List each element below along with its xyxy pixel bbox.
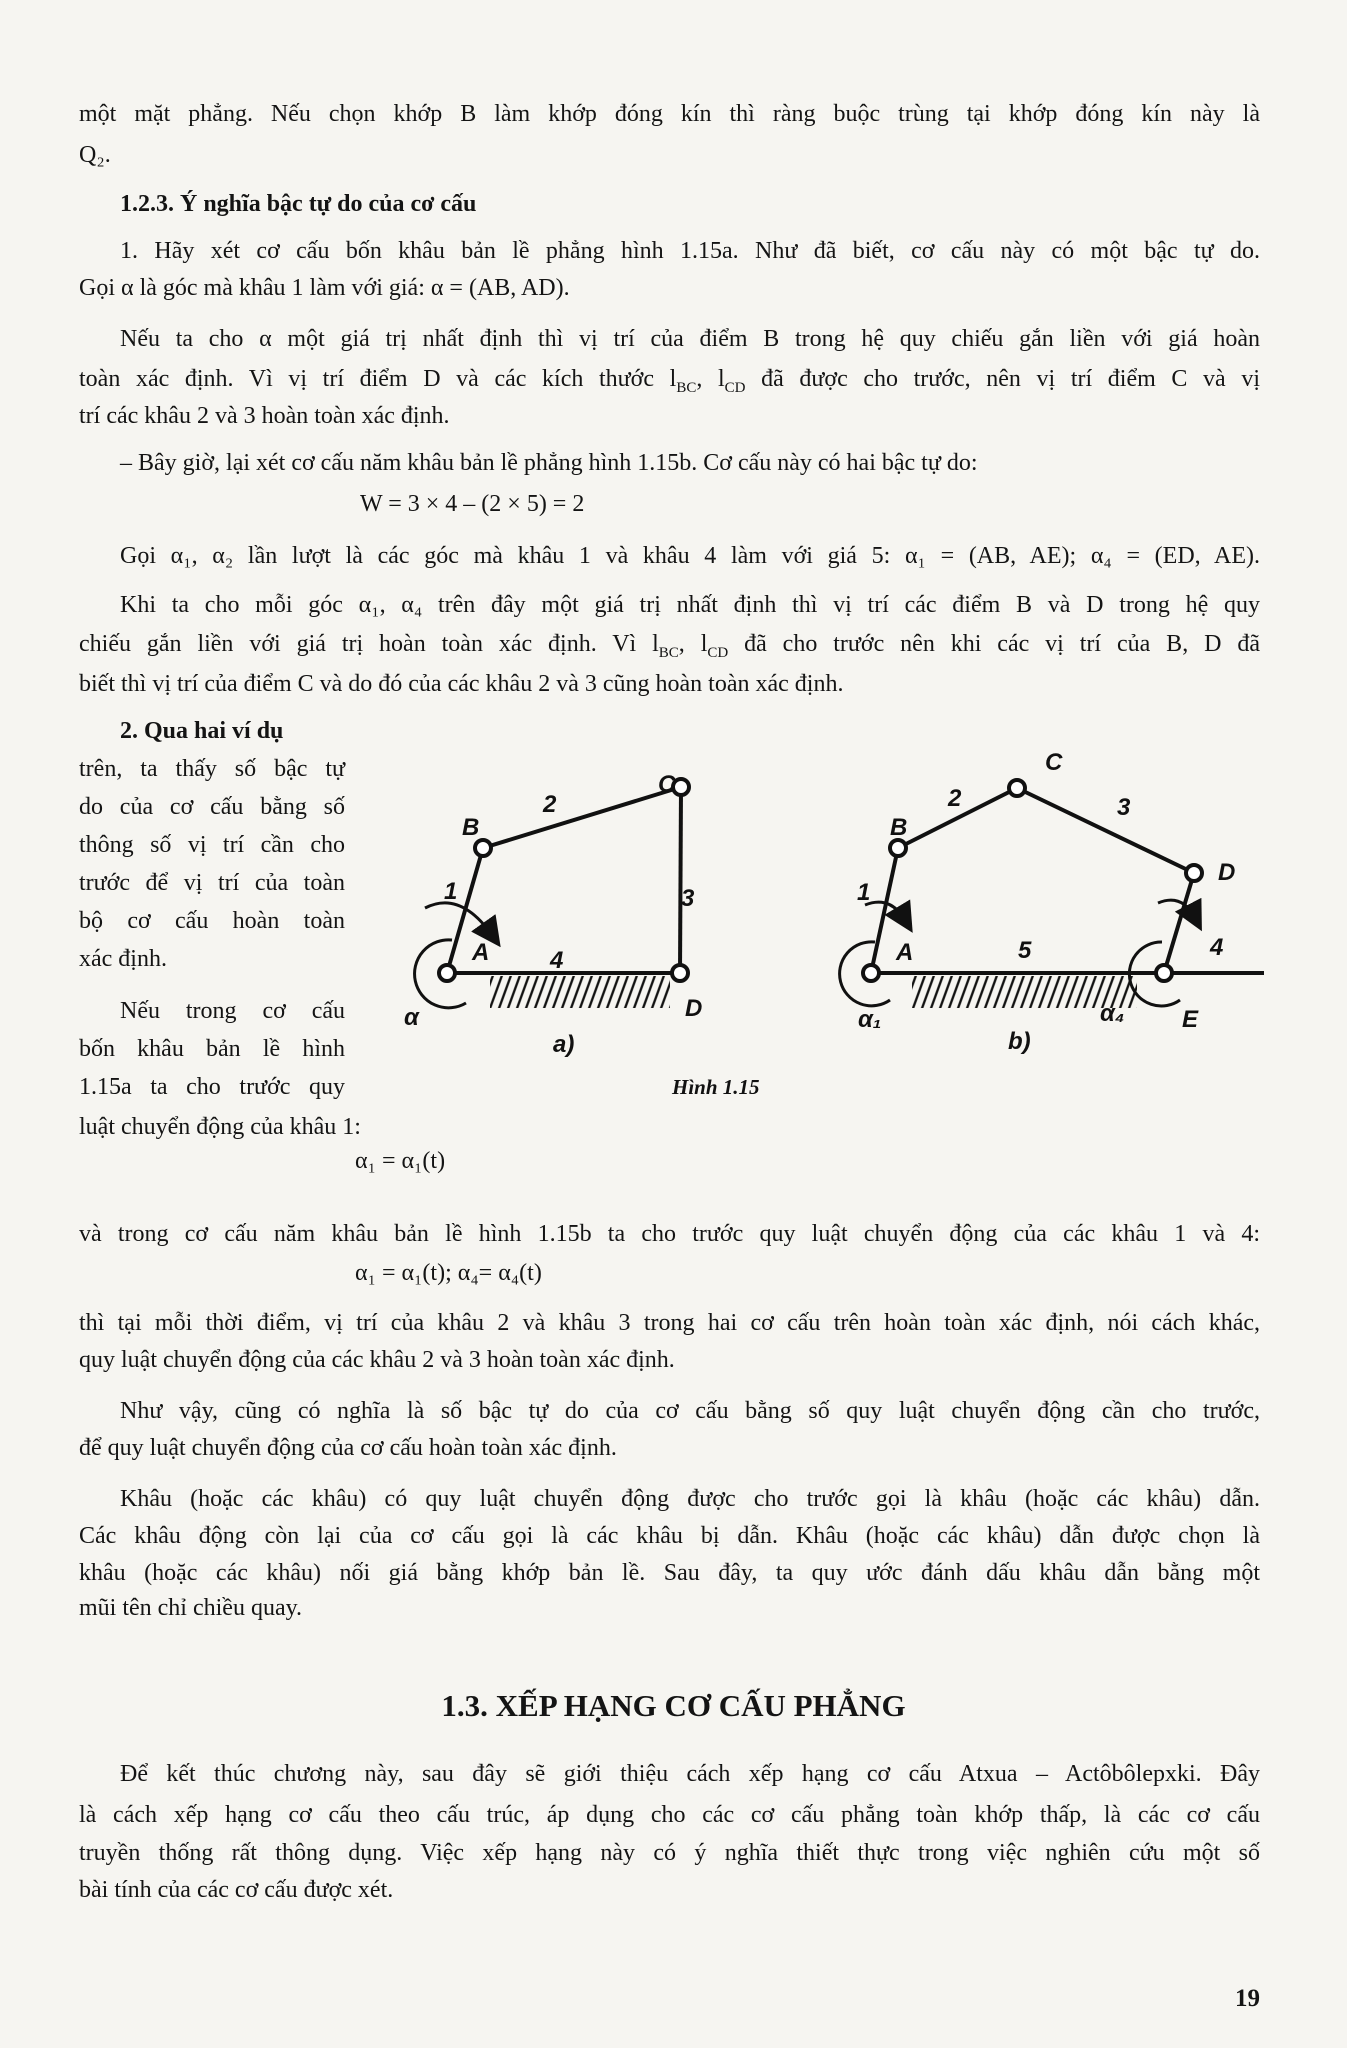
joint-c <box>1009 780 1025 796</box>
label-joint-b: B <box>462 814 480 841</box>
joint-a <box>439 965 455 981</box>
text-line: do của cơ cấu bằng số <box>79 794 345 820</box>
link-3 <box>680 787 681 973</box>
text-line: Như vậy, cũng có nghĩa là số bậc tự do của cơ cấu bằng số quy luật chuyển động cần cho trước, <box>120 1398 1260 1424</box>
label-link-3: 3 <box>1117 794 1131 821</box>
text-line: trí các khâu 2 và 3 hoàn toàn xác định. <box>79 403 450 429</box>
text-line: 1.15a ta cho trước quy <box>79 1074 345 1100</box>
text-line: quy luật chuyển động của các khâu 2 và 3 hoàn toàn xác định. <box>79 1347 675 1373</box>
chapter-heading: 1.3. XẾP HẠNG CƠ CẤU PHẲNG <box>441 1688 906 1723</box>
label-joint-a: A <box>896 939 914 966</box>
section-heading: 1.2.3. Ý nghĩa bậc tự do của cơ cấu <box>120 191 477 217</box>
label-link-2: 2 <box>948 785 962 812</box>
label-joint-d: D <box>685 995 703 1022</box>
joint-b <box>475 840 491 856</box>
link-4 <box>1164 873 1194 973</box>
label-joint-a: A <box>472 939 490 966</box>
label-sub-b: b) <box>1008 1028 1031 1055</box>
label-joint-c: C <box>658 771 676 798</box>
label-link-1: 1 <box>857 879 871 906</box>
text-line: là cách xếp hạng cơ cấu theo cấu trúc, áp dụng cho các cơ cấu phẳng toàn khớp thấp, là các cơ cấu <box>79 1802 1260 1828</box>
label-sub-a: a) <box>553 1031 575 1058</box>
label-link-3: 3 <box>681 885 695 912</box>
mechanism-a-labels <box>404 771 702 1058</box>
text-line: toàn xác định. Vì vị trí điểm D và các kích thước $l_{BC}$, $l_{CD}$ đã được cho trước, nên vị trí điểm C và vị <box>79 366 1260 396</box>
ground-hatch <box>490 976 670 1008</box>
label-joint-e: E <box>1182 1006 1199 1033</box>
label-joint-c: C <box>1045 749 1063 776</box>
text-line: chiếu gắn liền với giá trị hoàn toàn xác định. Vì $l_{BC}$, $l_{CD}$ đã cho trước nên khi các vị trí của B, D đã <box>79 631 1260 661</box>
text-line: trước để vị trí của toàn <box>79 870 345 896</box>
label-alpha: α <box>404 1004 419 1031</box>
label-link-5: 5 <box>1018 937 1032 964</box>
text-line: Gọi α₁, α₂ lần lượt là các góc mà khâu 1 và khâu 4 làm với giá 5: α₁ = (AB, AE); α₄ = (ED, AE). <box>120 543 1260 569</box>
text-line: Khi ta cho mỗi góc α₁, α₄ trên đây một giá trị nhất định thì vị trí các điểm B và D trong hệ quy <box>120 592 1260 618</box>
text-line: Khâu (hoặc các khâu) có quy luật chuyển động được cho trước gọi là khâu (hoặc các khâu) dẫn. <box>120 1486 1260 1512</box>
text-line: – Bây giờ, lại xét cơ cấu năm khâu bản lề phẳng hình 1.15b. Cơ cấu này có hai bậc tự do: <box>120 450 978 476</box>
link-1 <box>871 848 898 973</box>
link-2 <box>483 787 681 848</box>
joint-a <box>863 965 879 981</box>
text-line: biết thì vị trí của điểm C và do đó của các khâu 2 và 3 cũng hoàn toàn xác định. <box>79 671 844 697</box>
text-line: trên, ta thấy số bậc tự <box>79 756 345 782</box>
label-joint-d: D <box>1218 859 1236 886</box>
text-line: truyền thống rất thông dụng. Việc xếp hạng này có ý nghĩa thiết thực trong việc nghiên cứu một số <box>79 1840 1260 1866</box>
joint-d <box>1186 865 1202 881</box>
page-number: 19 <box>1235 1985 1260 2012</box>
formula-alpha1: α₁ = α₁(t) <box>355 1148 446 1174</box>
label-link-4: 4 <box>1210 934 1224 961</box>
label-alpha-1: α₁ <box>858 1006 882 1033</box>
text-line: Q₂. <box>79 142 111 168</box>
label-alpha-4: α₄ <box>1100 1000 1125 1027</box>
text-line: bốn khâu bản lề hình <box>79 1036 345 1062</box>
rotation-arrow-4 <box>1158 900 1195 918</box>
joint-d <box>672 965 688 981</box>
text-line: một mặt phẳng. Nếu chọn khớp B làm khớp đóng kín thì ràng buộc trùng tại khớp đóng kín này là <box>79 101 1260 127</box>
text-line: xác định. <box>79 946 167 972</box>
label-link-2: 2 <box>543 791 557 818</box>
text-line: thì tại mỗi thời điểm, vị trí của khâu 2 và khâu 3 trong hai cơ cấu trên hoàn toàn xác định, nói cách khác, <box>79 1310 1260 1336</box>
link-3 <box>1017 788 1194 873</box>
label-link-4: 4 <box>550 947 564 974</box>
text-line: Để kết thúc chương này, sau đây sẽ giới thiệu cách xếp hạng cơ cấu Atxua – Actôbôlepxki. Đây <box>120 1761 1260 1787</box>
joint-c <box>673 779 689 795</box>
formula-w: W = 3 × 4 – (2 × 5) = 2 <box>360 491 585 517</box>
label-link-1: 1 <box>444 878 458 905</box>
text-line: mũi tên chỉ chiều quay. <box>79 1595 303 1621</box>
label-joint-b: B <box>890 814 908 841</box>
text-line: và trong cơ cấu năm khâu bản lề hình 1.15b ta cho trước quy luật chuyển động của các khâu 1 và 4: <box>79 1221 1260 1247</box>
text-line: 2. Qua hai ví dụ <box>120 718 284 744</box>
text-line: Các khâu động còn lại của cơ cấu gọi là các khâu bị dẫn. Khâu (hoặc các khâu) dẫn được chọn là <box>79 1523 1260 1549</box>
joint-e <box>1156 965 1172 981</box>
text-line: bài tính của các cơ cấu được xét. <box>79 1877 394 1903</box>
text-line: Gọi α là góc mà khâu 1 làm với giá: α = (AB, AD). <box>79 275 570 301</box>
text-line: để quy luật chuyển động của cơ cấu hoàn toàn xác định. <box>79 1435 617 1461</box>
text-line: Nếu trong cơ cấu <box>120 998 345 1024</box>
text-line: luật chuyển động của khâu 1: <box>79 1114 361 1140</box>
text-line: bộ cơ cấu hoàn toàn <box>79 908 345 934</box>
formula-alpha14: α₁ = α₁(t); α₄= α₄(t) <box>355 1260 542 1286</box>
text-line: thông số vị trí cần cho <box>79 832 345 858</box>
figure-caption: Hình 1.15 <box>672 1075 760 1099</box>
text-line: khâu (hoặc các khâu) nối giá bằng khớp bản lề. Sau đây, ta quy ước đánh dấu khâu dẫn bằng một <box>79 1560 1260 1586</box>
joint-b <box>890 840 906 856</box>
text-line: 1. Hãy xét cơ cấu bốn khâu bản lề phẳng hình 1.15a. Như đã biết, cơ cấu này có một bậc tự do. <box>120 238 1260 264</box>
text-line: Nếu ta cho α một giá trị nhất định thì vị trí của điểm B trong hệ quy chiếu gắn liền với giá hoàn <box>120 326 1260 352</box>
